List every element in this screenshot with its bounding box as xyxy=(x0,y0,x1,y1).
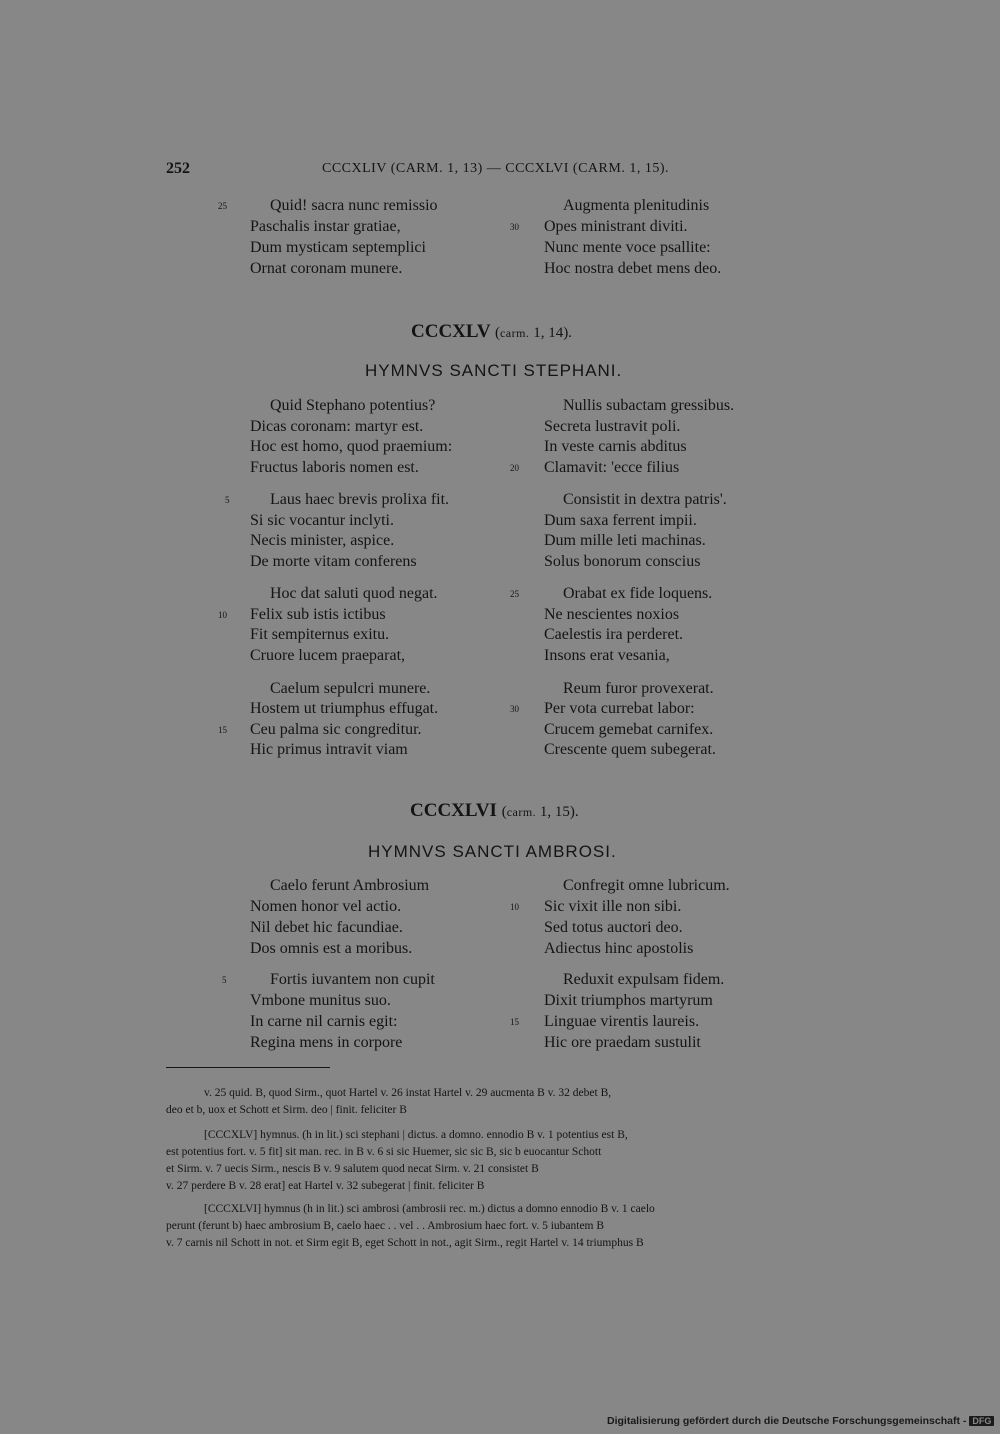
verse-line: Dixit triumphos martyrum xyxy=(544,992,713,1009)
carm-ref-number: 1, 15). xyxy=(536,804,579,820)
footnote-line: [CCCXLVI] hymnus (h in lit.) sci ambrosi (ambrosii rec. m.) dictus a domno ennodio B v. 1 caelo xyxy=(204,1203,655,1215)
verse-line: Caelo ferunt Ambrosium xyxy=(270,877,430,894)
verse-line: Dum mysticam septemplici xyxy=(250,239,426,256)
line-number: 5 xyxy=(225,495,230,505)
section-heading xyxy=(410,800,579,822)
verse-line: Laus haec brevis prolixa fit. xyxy=(270,491,450,508)
verse-line: Quid! sacra nunc remissio xyxy=(270,197,438,214)
verse-line: Regina mens in corpore xyxy=(250,1034,403,1051)
verse-line: Hoc nostra debet mens deo. xyxy=(544,260,722,277)
verse-line: Caelestis ira perderet. xyxy=(544,626,684,643)
verse-line: Clamavit: 'ecce filius xyxy=(544,459,680,476)
section-heading xyxy=(411,321,572,343)
funding-credit xyxy=(607,1415,994,1427)
hymn-title: HYMNVS SANCTI AMBROSI. xyxy=(368,842,617,861)
verse-line: Sed totus auctori deo. xyxy=(544,919,683,936)
footnote-line: [CCCXLV] hymnus. (h in lit.) sci stephani | dictus. a domno. ennodio B v. 1 potentius est B, xyxy=(204,1129,628,1141)
verse-line: Orabat ex fide loquens. xyxy=(563,585,713,602)
verse-line: Hoc est homo, quod praemium: xyxy=(250,438,453,455)
line-number: 20 xyxy=(510,463,519,473)
carm-ref-label: carm. xyxy=(499,326,530,340)
footnote-line: et Sirm. v. 7 uecis Sirm., nescis B v. 9 salutem quod necat Sirm. v. 21 consistet B xyxy=(166,1163,539,1175)
carm-ref-open: ( xyxy=(501,804,507,820)
verse-line: Vmbone munitus suo. xyxy=(250,992,391,1009)
verse-line: Augmenta plenitudinis xyxy=(563,197,710,214)
verse-line: Ornat coronam munere. xyxy=(250,260,403,277)
verse-line: Crucem gemebat carnifex. xyxy=(544,721,714,738)
verse-line: Dum saxa ferrent impii. xyxy=(544,512,697,529)
line-number: 10 xyxy=(218,610,227,620)
verse-line: Per vota currebat labor: xyxy=(544,700,695,717)
verse-line: Opes ministrant diviti. xyxy=(544,218,688,235)
footnote-line: v. 25 quid. B, quod Sirm., quot Hartel v. 26 instat Hartel v. 29 aucmenta B v. 32 debet B, xyxy=(204,1087,612,1099)
credit-text: Digitalisierung gefördert durch die Deutsche Forschungsgemeinschaft - xyxy=(607,1415,967,1427)
verse-line: Hoc dat saluti quod negat. xyxy=(270,585,438,602)
verse-line: In carne nil carnis egit: xyxy=(250,1013,398,1030)
page-number: 252 xyxy=(166,160,190,177)
verse-line: Necis minister, aspice. xyxy=(250,532,395,549)
verse-line: Adiectus hinc apostolis xyxy=(544,940,694,957)
verse-line: Linguae virentis laureis. xyxy=(544,1013,700,1030)
verse-line: Paschalis instar gratiae, xyxy=(250,218,401,235)
line-number: 25 xyxy=(218,201,227,211)
footnote-line: perunt (ferunt b) haec ambrosium B, caelo haec . . vel . . Ambrosium haec fort. v. 5 iubantem B xyxy=(166,1220,605,1232)
verse-line: Ceu palma sic congreditur. xyxy=(250,721,422,738)
verse-line: Ne nescientes noxios xyxy=(544,606,680,623)
line-number: 15 xyxy=(218,725,227,735)
carm-ref-number: 1, 14). xyxy=(529,325,572,341)
verse-line: Sic vixit ille non sibi. xyxy=(544,898,682,915)
verse-line: De morte vitam conferens xyxy=(250,553,417,570)
verse-line: Hic ore praedam sustulit xyxy=(544,1034,701,1051)
verse-line: Consistit in dextra patris'. xyxy=(563,491,727,508)
verse-line: In veste carnis abditus xyxy=(544,438,687,455)
verse-line: Hostem ut triumphus effugat. xyxy=(250,700,439,717)
verse-line: Dos omnis est a moribus. xyxy=(250,940,413,957)
running-title: CCCXLIV (CARM. 1, 13) — CCCXLVI (CARM. 1, 15). xyxy=(322,161,669,176)
line-number: 25 xyxy=(510,589,519,599)
footnote-rule xyxy=(166,1067,330,1068)
line-number: 30 xyxy=(510,222,519,232)
verse-line: Nil debet hic facundiae. xyxy=(250,919,403,936)
carm-ref-open: ( xyxy=(494,325,500,341)
verse-line: Reduxit expulsam fidem. xyxy=(563,971,725,988)
verse-line: Crescente quem subegerat. xyxy=(544,741,716,758)
verse-line: Dum mille leti machinas. xyxy=(544,532,706,549)
line-number: 30 xyxy=(510,704,519,714)
verse-line: Secreta lustravit poli. xyxy=(544,418,681,435)
verse-line: Confregit omne lubricum. xyxy=(563,877,730,894)
verse-line: Si sic vocantur inclyti. xyxy=(250,512,394,529)
verse-line: Insons erat vesania, xyxy=(544,647,670,664)
verse-line: Cruore lucem praeparat, xyxy=(250,647,406,664)
verse-line: Solus bonorum conscius xyxy=(544,553,701,570)
footnote-line: v. 7 carnis nil Schott in not. et Sirm egit B, eget Schott in not., agit Sirm., regit Hartel v. 14 triumphus B xyxy=(166,1237,644,1249)
footnote-line: v. 27 perdere B v. 28 erat] eat Hartel v. 32 subegerat | finit. feliciter B xyxy=(166,1180,485,1192)
section-number: CCCXLVI xyxy=(410,800,497,821)
verse-line: Nomen honor vel actio. xyxy=(250,898,402,915)
verse-line: Reum furor provexerat. xyxy=(563,680,714,697)
verse-line: Quid Stephano potentius? xyxy=(270,397,436,414)
footnote-line: est potentius fort. v. 5 fit] sit man. rec. in B v. 6 si sic Huemer, sic sic B, sic b euocantur Schott xyxy=(166,1146,602,1158)
verse-line: Fructus laboris nomen est. xyxy=(250,459,419,476)
line-number: 15 xyxy=(510,1017,519,1027)
section-number: CCCXLV xyxy=(411,321,491,342)
hymn-title: HYMNVS SANCTI STEPHANI. xyxy=(365,361,623,380)
footnote-line: deo et b, uox et Schott et Sirm. deo | finit. feliciter B xyxy=(166,1104,407,1116)
verse-line: Nunc mente voce psallite: xyxy=(544,239,711,256)
verse-line: Caelum sepulcri munere. xyxy=(270,680,431,697)
dfg-logo: DFG xyxy=(969,1416,994,1426)
line-number: 10 xyxy=(510,902,519,912)
verse-line: Nullis subactam gressibus. xyxy=(563,397,735,414)
carm-ref-label: carm. xyxy=(506,805,537,819)
verse-line: Hic primus intravit viam xyxy=(250,741,408,758)
line-number: 5 xyxy=(222,975,227,985)
verse-line: Fortis iuvantem non cupit xyxy=(270,971,435,988)
verse-line: Fit sempiternus exitu. xyxy=(250,626,390,643)
verse-line: Dicas coronam: martyr est. xyxy=(250,418,424,435)
verse-line: Felix sub istis ictibus xyxy=(250,606,386,623)
